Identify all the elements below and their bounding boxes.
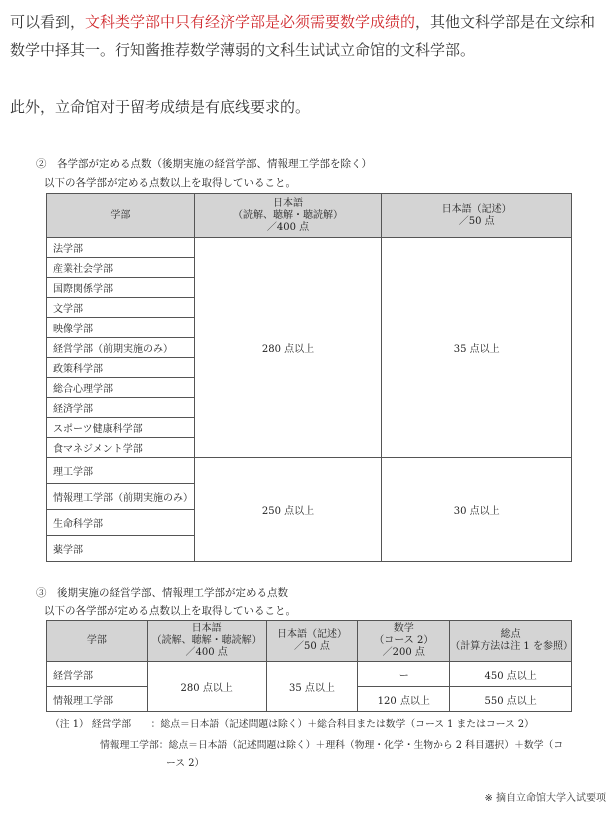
jp-write-cell-group1: 35 点以上 xyxy=(382,238,572,458)
note-2: 情報理工学部：総点＝日本語（記述問題は除く）＋理科（物理・化学・生物から 2 科目選択）＋数学（コ xyxy=(100,740,564,751)
faculty-cell: 政策科学部 xyxy=(47,358,195,378)
header-jp-write xyxy=(382,194,572,238)
faculty-cell: 理工学部 xyxy=(47,458,195,484)
header-jp-write-l1: 日本語（記述） xyxy=(441,203,512,215)
faculty-cell: 食マネジメント学部 xyxy=(47,438,195,458)
header-jp-write-l2: ／50 点 xyxy=(294,641,330,652)
header-math-l2: （コース 2） xyxy=(374,635,434,646)
total-cell: 550 点以上 xyxy=(450,687,572,712)
jp-read-cell-group1: 280 点以上 xyxy=(194,238,382,458)
section3-heading: ③ 後期実施の経営学部、情報理工学部が定める点数 xyxy=(36,587,288,599)
table-header-row xyxy=(47,621,572,662)
header-jp-read-l3: ／400 点 xyxy=(266,221,310,233)
intro-paragraph-2: 此外，立命馆对于留考成绩是有底线要求的。 xyxy=(10,98,311,116)
intro-paragraph xyxy=(10,8,608,64)
jp-write-cell: 35 点以上 xyxy=(266,662,358,712)
faculty-cell: 総合心理学部 xyxy=(47,378,195,398)
section2-heading: ② 各学部が定める点数（後期実施の経営学部、情報理工学部を除く） xyxy=(36,158,372,170)
section3-subheading: 以下の各学部が定める点数以上を取得していること。 xyxy=(44,605,296,617)
jp-read-cell-group2: 250 点以上 xyxy=(194,458,382,562)
source-note: ※ 摘自立命馆大学入试要项 xyxy=(484,793,606,804)
faculty-cell: 文学部 xyxy=(47,298,195,318)
header-math-l1: 数学 xyxy=(393,623,414,634)
faculty-cell: 経営学部 xyxy=(47,662,148,687)
faculty-cell: 薬学部 xyxy=(47,536,195,562)
jp-read-cell: 280 点以上 xyxy=(147,662,266,712)
header-jp-read-l2: （読解、聴解・聴読解） xyxy=(151,635,262,646)
section2-subheading: 以下の各学部が定める点数以上を取得していること。 xyxy=(44,177,296,189)
header-jp-read xyxy=(147,621,266,662)
intro-highlight: 文科类学部中只有经济学部是必须需要数学成绩的 xyxy=(85,13,416,31)
header-jp-read-l3: ／400 点 xyxy=(185,647,228,658)
header-jp-write-l1: 日本語（記述） xyxy=(276,629,347,640)
header-jp-read xyxy=(194,194,382,238)
faculty-cell: 映像学部 xyxy=(47,318,195,338)
header-faculty: 学部 xyxy=(47,194,195,238)
jp-write-cell-group2: 30 点以上 xyxy=(382,458,572,562)
header-math xyxy=(358,621,450,662)
header-total-l2: （計算方法は注 1 を参照） xyxy=(450,641,573,652)
note-1: （注 1） 経営学部 ：総点＝日本語（記述問題は除く）＋総合科目または数学（コース 1 またはコース 2） xyxy=(50,719,534,730)
table-row xyxy=(47,458,572,484)
header-jp-write-l2: ／50 点 xyxy=(458,215,495,227)
math-cell: 120 点以上 xyxy=(358,687,450,712)
faculty-cell: 法学部 xyxy=(47,238,195,258)
faculty-cell: スポーツ健康科学部 xyxy=(47,418,195,438)
note-3: ース 2） xyxy=(166,758,205,769)
header-jp-write xyxy=(266,621,358,662)
header-faculty: 学部 xyxy=(47,621,148,662)
header-total-l1: 総点 xyxy=(500,629,521,640)
header-math-l3: ／200 点 xyxy=(382,647,425,658)
faculty-cell: 経営学部（前期実施のみ） xyxy=(47,338,195,358)
faculty-cell: 情報理工学部（前期実施のみ） xyxy=(47,484,195,510)
faculty-cell: 経済学部 xyxy=(47,398,195,418)
score-table-2 xyxy=(46,193,572,562)
header-jp-read-l1: 日本語 xyxy=(273,197,304,209)
math-cell: ー xyxy=(358,662,450,687)
intro-text-2: ，其他文科学部是在文综和数学中择其一。行知酱推荐数学薄弱的文科生试试立命馆的文科学部。 xyxy=(10,13,596,59)
faculty-cell: 情報理工学部 xyxy=(47,687,148,712)
header-total xyxy=(450,621,572,662)
score-table-3 xyxy=(46,620,572,712)
intro-text-1: 可以看到， xyxy=(10,13,86,31)
faculty-cell: 生命科学部 xyxy=(47,510,195,536)
header-jp-read-l1: 日本語 xyxy=(191,623,222,634)
table-row xyxy=(47,662,572,687)
header-jp-read-l2: （読解、聴解・聴読解） xyxy=(233,209,344,221)
faculty-cell: 産業社会学部 xyxy=(47,258,195,278)
table-header-row xyxy=(47,194,572,238)
faculty-cell: 国際関係学部 xyxy=(47,278,195,298)
table-row xyxy=(47,238,572,258)
total-cell: 450 点以上 xyxy=(450,662,572,687)
